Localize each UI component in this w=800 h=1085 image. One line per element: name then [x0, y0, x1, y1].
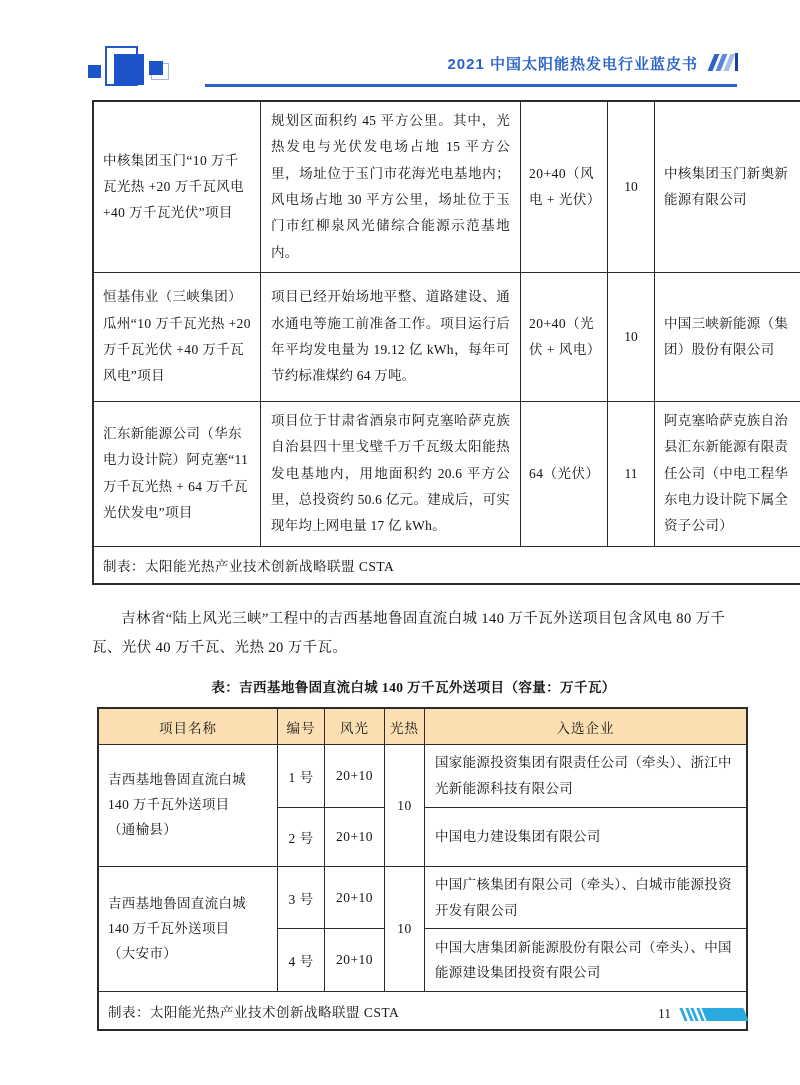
report-title: 2021 中国太阳能热发电行业蓝皮书 [447, 56, 698, 73]
logo-square-filled [114, 54, 144, 85]
project-name: 吉西基地鲁固直流白城 140 万千瓦外送项目 [108, 772, 246, 813]
row-number-cell: 3 号 [278, 867, 325, 929]
company-cell: 中核集团玉门新奥新能源有限公司 [655, 101, 800, 273]
wind-pv-capacity-cell: 20+40（风电 + 光伏） [521, 101, 608, 273]
page-content [92, 100, 789, 1031]
footer-accent-bar-icon [679, 1008, 748, 1021]
table-row [98, 867, 747, 929]
column-header-number: 编号 [278, 708, 325, 745]
header-divider [205, 84, 737, 87]
project-location: （通榆县） [108, 821, 177, 837]
project-name-cell [98, 867, 278, 992]
company-cell: 国家能源投资集团有限责任公司（牵头）、浙江中光新能源科技有限公司 [425, 745, 748, 808]
table-row [93, 273, 800, 402]
company-cell: 中国广核集团有限公司（牵头）、白城市能源投资开发有限公司 [425, 867, 748, 929]
project-name: 吉西基地鲁固直流白城 140 万千瓦外送项目 [108, 895, 246, 936]
project-name-cell: 恒基伟业（三峡集团）瓜州“10 万千瓦光热 +20 万千瓦光伏 +40 万千瓦风电”项目 [93, 273, 261, 402]
projects-detail-table [92, 100, 800, 585]
logo-squares-icon [88, 46, 168, 88]
wind-pv-capacity-cell: 64（光伏） [521, 402, 608, 547]
header-slashes-icon [711, 53, 738, 71]
row-number-cell: 1 号 [278, 745, 325, 808]
column-header-company: 入选企业 [425, 708, 748, 745]
row-number-cell: 2 号 [278, 808, 325, 867]
wind-pv-capacity-cell: 20+40（光伏 + 风电） [521, 273, 608, 402]
company-cell: 中国大唐集团新能源股份有限公司（牵头）、中国能源建设集团投资有限公司 [425, 929, 748, 992]
logo-square-small-left [88, 65, 101, 78]
csp-capacity-cell: 10 [608, 101, 655, 273]
company-cell: 阿克塞哈萨克族自治县汇东新能源有限责任公司（中电工程华东电力设计院下属全资子公司） [655, 402, 800, 547]
company-cell: 中国电力建设集团有限公司 [425, 808, 748, 867]
csp-cell: 10 [385, 867, 425, 992]
project-location: （大安市） [108, 945, 177, 961]
maker-note: 制表：太阳能光热产业技术创新战略联盟 CSTA [93, 546, 800, 584]
column-header-csp: 光热 [385, 708, 425, 745]
body-paragraph: 吉林省“陆上风光三峡”工程中的吉西基地鲁固直流白城 140 万千瓦外送项目包含风电 80 万千瓦、光伏 40 万千瓦、光热 20 万千瓦。 [92, 610, 726, 657]
column-header-windpv: 风光 [325, 708, 385, 745]
project-name-cell [98, 745, 278, 867]
page-number: 11 [658, 1006, 671, 1021]
row-number-cell: 4 号 [278, 929, 325, 992]
csp-cell: 10 [385, 745, 425, 867]
table-header-row [98, 708, 747, 745]
column-header-project: 项目名称 [98, 708, 278, 745]
table-row [93, 101, 800, 273]
project-name-cell: 中核集团玉门“10 万千瓦光热 +20 万千瓦风电 +40 万千瓦光伏”项目 [93, 101, 261, 273]
csp-capacity-cell: 11 [608, 402, 655, 547]
wind-pv-cell: 20+10 [325, 929, 385, 992]
project-description-cell: 项目已经开始场地平整、道路建设、通水通电等施工前准备工作。项目运行后年平均发电量为 19.12 亿 kWh，每年可节约标准煤约 64 万吨。 [261, 273, 521, 402]
table-row [98, 745, 747, 808]
page-header [0, 0, 800, 95]
jixi-projects-table [97, 707, 748, 1031]
maker-note: 制表：太阳能光热产业技术创新战略联盟 CSTA [98, 992, 747, 1031]
csp-capacity-cell: 10 [608, 273, 655, 402]
project-description-cell: 规划区面积约 45 平方公里。其中，光热发电与光伏发电场占地 15 平方公里，场址位于玉门市花海光电基地内；风电场占地 30 平方公里，场址位于玉门市红柳泉风光储综合能源示范基地内。 [261, 101, 521, 273]
page-footer [658, 1006, 746, 1022]
wind-pv-cell: 20+10 [325, 745, 385, 808]
logo-square-small-right [149, 61, 163, 75]
table-row [93, 402, 800, 547]
project-name-cell: 汇东新能源公司（华东电力设计院）阿克塞“11 万千瓦光热 + 64 万千瓦光伏发电”项目 [93, 402, 261, 547]
table-caption: 表：吉西基地鲁固直流白城 140 万千瓦外送项目（容量：万千瓦） [211, 680, 616, 695]
table-maker-row [98, 992, 747, 1031]
table-maker-row [93, 546, 800, 584]
project-description-cell: 项目位于甘肃省酒泉市阿克塞哈萨克族自治县四十里戈壁千万千瓦级太阳能热发电基地内，用地面积约 20.6 平方公里，总投资约 50.6 亿元。建成后，可实现年均上网电量 17 亿 kWh。 [261, 402, 521, 547]
wind-pv-cell: 20+10 [325, 867, 385, 929]
company-cell: 中国三峡新能源（集团）股份有限公司 [655, 273, 800, 402]
wind-pv-cell: 20+10 [325, 808, 385, 867]
